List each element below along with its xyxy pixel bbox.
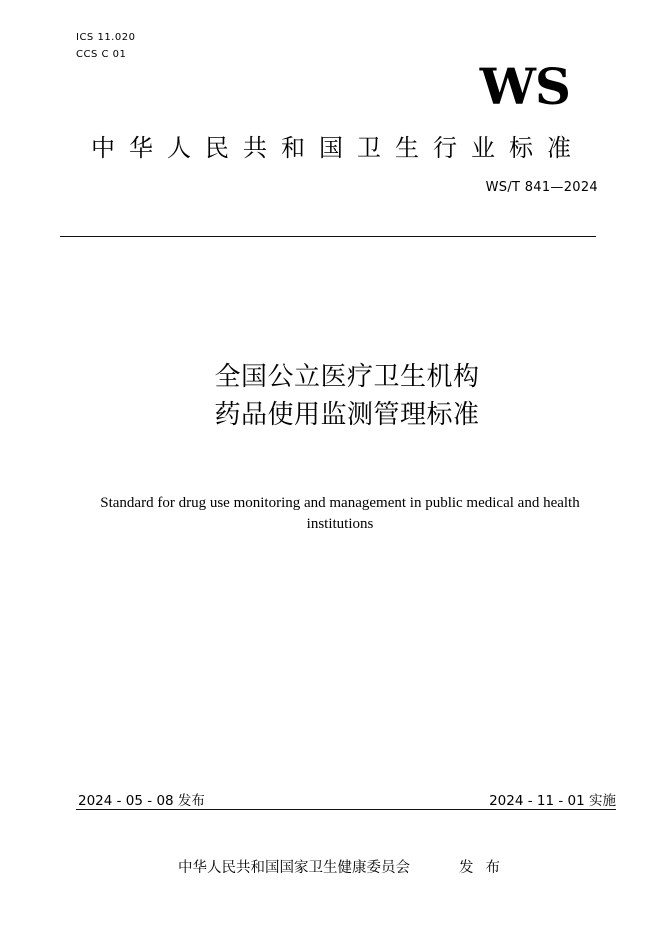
ws-logo: WS bbox=[479, 57, 570, 116]
standard-code: WS/T 841—2024 bbox=[485, 180, 598, 195]
english-title-line-1: Standard for drug use monitoring and management in public medical and health bbox=[100, 495, 580, 511]
issue-label: 发布 bbox=[459, 860, 512, 876]
issuing-authority: 中华人民共和国国家卫生健康委员会 bbox=[178, 860, 410, 876]
issue-date: 2024 - 05 - 08 发布 bbox=[78, 793, 205, 809]
ics-code: ICS 11.020 bbox=[76, 32, 136, 43]
document-title-line-1: 全国公立医疗卫生机构 bbox=[214, 362, 480, 392]
implementation-date: 2024 - 11 - 01 实施 bbox=[489, 793, 616, 809]
ccs-code: CCS C 01 bbox=[76, 49, 127, 60]
english-title bbox=[60, 493, 620, 535]
document-title-line-2: 药品使用监测管理标准 bbox=[214, 400, 480, 430]
english-title-line-2: institutions bbox=[306, 516, 374, 532]
header-divider bbox=[60, 236, 596, 237]
standard-type-heading: 中华人民共和国卫生行业标准 bbox=[91, 134, 585, 162]
footer-divider bbox=[76, 809, 616, 810]
